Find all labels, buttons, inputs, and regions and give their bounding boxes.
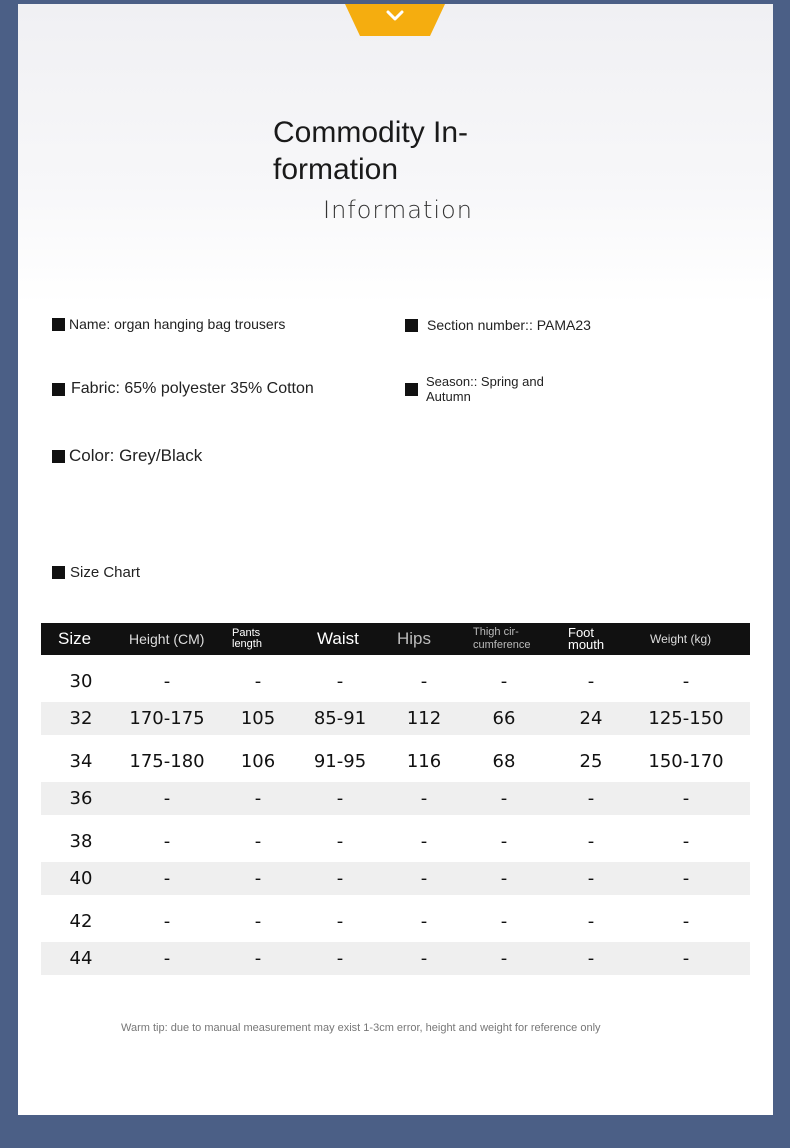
cell-size: 34 (69, 751, 93, 772)
page-title (273, 114, 513, 188)
cell-thigh: 66 (492, 708, 516, 729)
cell-thigh: - (500, 868, 508, 889)
table-row (41, 782, 750, 815)
size-table-header (41, 623, 750, 655)
cell-waist: 91-95 (313, 751, 367, 772)
table-row (41, 702, 750, 735)
size-chart-text: Size Chart (70, 564, 141, 581)
cell-foot: - (587, 671, 595, 692)
cell-thigh: - (500, 831, 508, 852)
cell-weight: 125-150 (648, 708, 724, 729)
table-row (41, 942, 750, 975)
header-hips: Hips (397, 629, 432, 648)
cell-weight: - (682, 948, 690, 969)
section-text: Section number:: PAMA23 (427, 317, 591, 333)
page-title-line2: formation (273, 153, 399, 186)
cell-thigh: - (500, 788, 508, 809)
cell-weight: - (682, 788, 690, 809)
cell-hips: - (420, 831, 428, 852)
page-title-line1: Commodity In- (273, 116, 469, 149)
size-chart-item (52, 564, 140, 581)
cell-waist: - (336, 948, 344, 969)
cell-size: 32 (69, 708, 93, 729)
cell-waist: - (336, 788, 344, 809)
cell-waist: - (336, 911, 344, 932)
cell-thigh: - (500, 911, 508, 932)
header-pants-line1: Pants (232, 627, 261, 639)
bullet-square-icon (52, 318, 65, 331)
bullet-square-icon (52, 566, 65, 579)
cell-weight: - (682, 671, 690, 692)
header-thigh-line1: Thigh cir- (473, 626, 519, 638)
header-pants-line2: length (232, 638, 262, 650)
cell-hips: - (420, 671, 428, 692)
name-item (52, 316, 285, 332)
info-card (18, 4, 773, 1115)
cell-hips: 112 (406, 708, 442, 729)
cell-height: - (163, 948, 171, 969)
header-waist: Waist (317, 629, 359, 648)
cell-weight: - (682, 868, 690, 889)
season-line1: Season:: Spring and (426, 374, 544, 389)
name-text: Name: organ hanging bag trousers (69, 316, 286, 332)
fabric-text: Fabric: 65% polyester 35% Cotton (71, 380, 314, 397)
color-text: Color: Grey/Black (69, 446, 203, 465)
cell-size: 44 (69, 948, 93, 969)
cell-height: - (163, 788, 171, 809)
header-size: Size (58, 629, 92, 648)
size-table-body (41, 655, 750, 975)
cell-size: 38 (69, 831, 93, 852)
cell-foot: - (587, 868, 595, 889)
cell-thigh: 68 (492, 751, 516, 772)
cell-pants: 106 (240, 751, 276, 772)
warm-tip: Warm tip: due to manual measurement may exist 1-3cm error, height and weight for reference only (121, 1022, 601, 1034)
cell-foot: 24 (579, 708, 603, 729)
header-thigh-line2: cumference (473, 639, 531, 651)
cell-height: - (163, 671, 171, 692)
table-row (41, 815, 750, 862)
cell-pants: 105 (240, 708, 276, 729)
table-row (41, 655, 750, 702)
cell-pants: - (254, 831, 262, 852)
bullet-square-icon (405, 319, 418, 332)
cell-waist: - (336, 868, 344, 889)
season-line2: Autumn (426, 389, 471, 404)
cell-hips: - (420, 788, 428, 809)
cell-height: 175-180 (129, 751, 205, 772)
header-foot-line2: mouth (568, 637, 605, 652)
bullet-square-icon (52, 450, 65, 463)
cell-foot: - (587, 831, 595, 852)
bullet-square-icon (52, 383, 65, 396)
table-row (41, 895, 750, 942)
header-height: Height (CM) (129, 631, 205, 647)
table-row (41, 735, 750, 782)
season-item (405, 374, 544, 404)
cell-weight: 150-170 (648, 751, 724, 772)
page-subtitle: Information (323, 196, 473, 224)
cell-weight: - (682, 831, 690, 852)
size-table (41, 623, 750, 975)
cell-size: 40 (69, 868, 93, 889)
chevron-down-icon (345, 10, 445, 26)
cell-waist: 85-91 (313, 708, 367, 729)
cell-waist: - (336, 671, 344, 692)
cell-thigh: - (500, 948, 508, 969)
header-foot-line1: Foot (568, 625, 595, 640)
bullet-square-icon (405, 383, 418, 396)
cell-pants: - (254, 868, 262, 889)
season-text (426, 374, 544, 404)
cell-hips: - (420, 911, 428, 932)
cell-pants: - (254, 671, 262, 692)
section-item (405, 317, 591, 333)
cell-foot: - (587, 911, 595, 932)
cell-foot: 25 (579, 751, 603, 772)
cell-pants: - (254, 948, 262, 969)
cell-height: - (163, 911, 171, 932)
cell-pants: - (254, 788, 262, 809)
cell-size: 36 (69, 788, 93, 809)
cell-size: 30 (69, 671, 93, 692)
cell-foot: - (587, 788, 595, 809)
cell-height: - (163, 868, 171, 889)
scroll-down-tab[interactable] (345, 4, 445, 36)
header-weight: Weight (kg) (650, 632, 712, 646)
cell-size: 42 (69, 911, 93, 932)
cell-waist: - (336, 831, 344, 852)
cell-foot: - (587, 948, 595, 969)
color-item (52, 446, 202, 466)
cell-hips: 116 (406, 751, 442, 772)
cell-hips: - (420, 948, 428, 969)
cell-hips: - (420, 868, 428, 889)
cell-height: - (163, 831, 171, 852)
cell-weight: - (682, 911, 690, 932)
cell-thigh: - (500, 671, 508, 692)
cell-height: 170-175 (129, 708, 205, 729)
header-thigh (473, 623, 530, 655)
fabric-item (52, 380, 314, 398)
cell-pants: - (254, 911, 262, 932)
table-row (41, 862, 750, 895)
header-pants-length (232, 623, 262, 655)
header-foot-mouth (568, 623, 604, 655)
